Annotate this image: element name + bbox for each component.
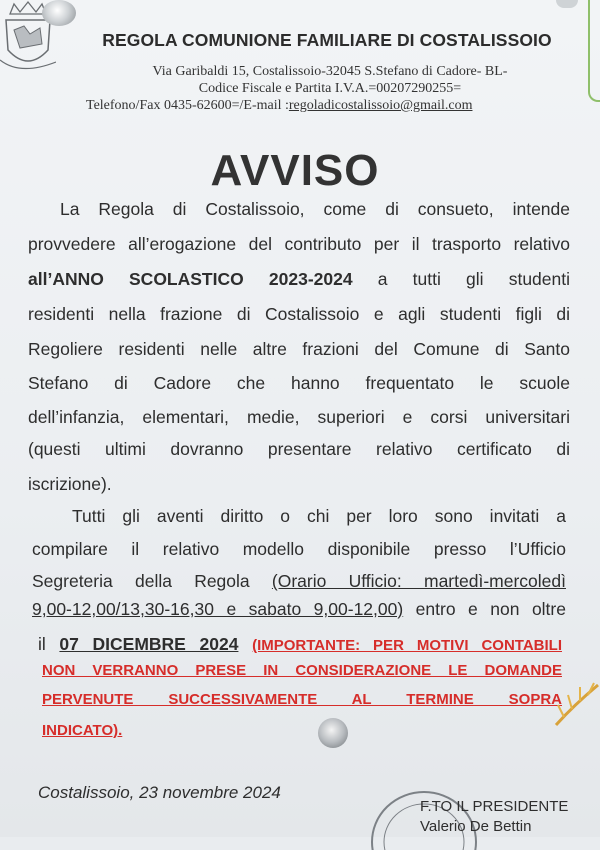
body-line: (questi ultimi dovranno presentare relativo certificato di xyxy=(28,439,570,459)
body-line: all’ANNO SCOLASTICO 2023-2024 a tutti gli studenti xyxy=(28,269,570,289)
body-line: Tutti gli aventi diritto o chi per loro sono invitati a xyxy=(72,506,566,526)
contact-line xyxy=(86,98,472,114)
deadline-date: 07 DICEMBRE 2024 xyxy=(59,634,239,654)
email-link[interactable]: regoladicostalissoio@gmail.com xyxy=(288,98,473,113)
body-line: La Regola di Costalissoio, come di consueto, intende xyxy=(60,199,570,219)
notice-title: AVVISO xyxy=(210,146,380,195)
thumbtack-icon xyxy=(556,0,578,8)
body-line: dell’infanzia, elementari, medie, superiori e corsi universitari xyxy=(28,407,570,427)
thumbtack-icon xyxy=(42,0,76,26)
body-line: compilare il relativo modello disponibile presso l’Ufficio xyxy=(32,539,566,559)
body-line: Stefano di Cadore che hanno frequentato le scuole xyxy=(28,373,570,393)
office-hours: 9,00-12,00/13,30-16,30 e sabato 9,00-12,00) xyxy=(32,599,404,619)
body-line: iscrizione). xyxy=(28,474,112,494)
org-name: REGOLA COMUNIONE FAMILIARE DI COSTALISSOIO xyxy=(102,30,552,50)
body-line: 9,00-12,00/13,30-16,30 e sabato 9,00-12,00) entro e non oltre xyxy=(32,599,566,619)
body-line: Segreteria della Regola (Orario Ufficio: martedì-mercoledì xyxy=(32,571,566,591)
body-line: Regoliere residenti nelle altre frazioni del Comune di Santo xyxy=(28,339,570,359)
important-notice: (IMPORTANTE: PER MOTIVI CONTABILI xyxy=(252,637,562,654)
office-hours: (Orario Ufficio: martedì-mercoledì xyxy=(271,571,566,591)
straw-decoration-icon xyxy=(550,665,600,735)
tax-code-line: Codice Fiscale e Partita I.V.A.=00207290255= xyxy=(198,81,462,96)
signature-name: Valerio De Bettin xyxy=(420,818,532,835)
important-notice-line: PERVENUTE SUCCESSIVAMENTE AL TERMINE SOPRA xyxy=(42,691,562,708)
important-notice-line: INDICATO). xyxy=(42,722,123,739)
thumbtack-icon xyxy=(318,718,348,748)
body-line: il 07 DICEMBRE 2024 (IMPORTANTE: PER MOTIVI CONTABILI xyxy=(38,634,562,654)
contact-prefix: Telefono/Fax 0435-62600=/E-mail : xyxy=(86,98,289,113)
body-line: residenti nella frazione di Costalissoio e agli studenti figli di xyxy=(28,304,570,324)
school-year: all’ANNO SCOLASTICO 2023-2024 xyxy=(28,269,353,289)
address-line: Via Garibaldi 15, Costalissoio-32045 S.Stefano di Cadore- BL- xyxy=(152,64,508,79)
signature-role: F.TO IL PRESIDENTE xyxy=(420,798,569,815)
important-notice-line: NON VERRANNO PRESE IN CONSIDERAZIONE LE DOMANDE xyxy=(42,662,562,679)
body-line: provvedere all’erogazione del contributo per il trasporto relativo xyxy=(28,234,570,254)
notice-date: Costalissoio, 23 novembre 2024 xyxy=(38,783,281,802)
